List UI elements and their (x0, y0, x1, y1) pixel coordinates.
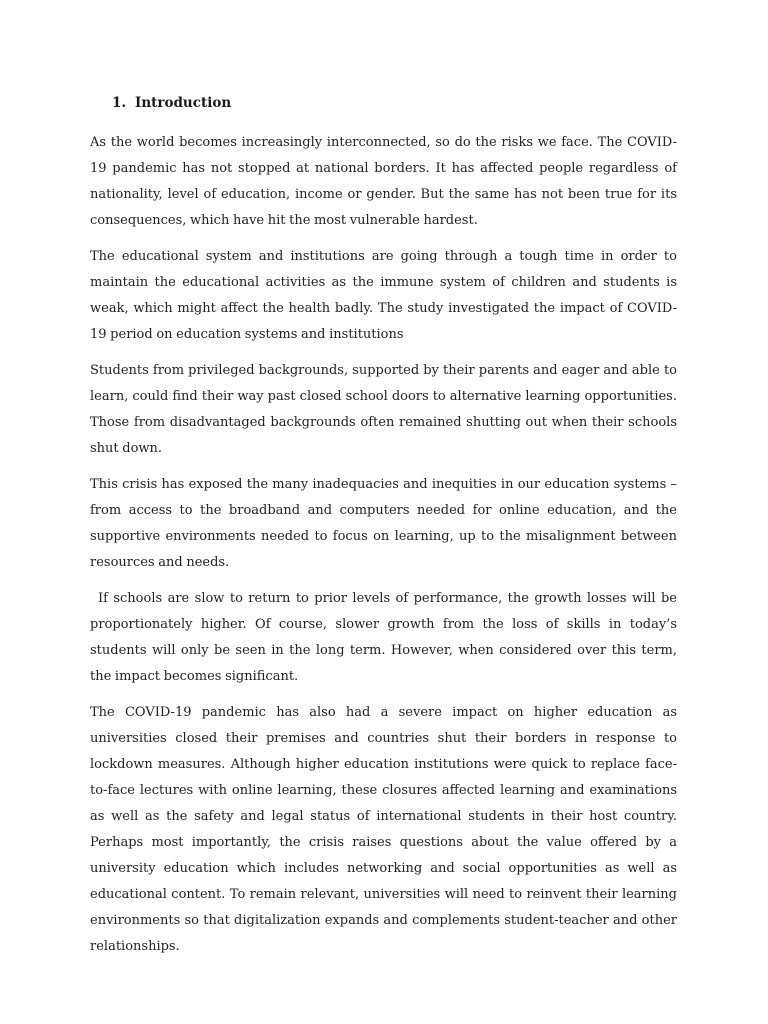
section-title: Introduction (135, 95, 232, 111)
paragraph-5: If schools are slow to return to prior levels of performance, the growth losses will be proportionately higher. Of course, slower growth from the loss of skills in today’s students will only be seen in the long term. However, when considered over this term, the impact becomes significant. (90, 591, 677, 684)
paragraph-1: As the world becomes increasingly interconnected, so do the risks we face. The COVID-19 pandemic has not stopped at national borders. It has affected people regardless of nationality, level of education, income or gender. But the same has not been true for its consequences, which have hit the most vulnerable hardest. (90, 135, 677, 228)
paragraph-2: The educational system and institutions are going through a tough time in order to maintain the educational activities as the immune system of children and students is weak, which might affect the health badly. The study investigated the impact of COVID-19 period on education systems and institutions (90, 249, 677, 342)
paragraph-4: This crisis has exposed the many inadequacies and inequities in our education systems – from access to the broadband and computers needed for online education, and the supportive environments needed to focus on learning, up to the misalignment between resources and needs. (90, 477, 677, 570)
paragraph-3: Students from privileged backgrounds, supported by their parents and eager and able to learn, could find their way past closed school doors to alternative learning opportunities. Those from disadvantaged backgrounds often remained shutting out when their schools shut down. (90, 363, 677, 456)
section-number: 1. (112, 95, 127, 111)
section-heading (112, 93, 231, 113)
paragraph-6: The COVID-19 pandemic has also had a severe impact on higher education as universities closed their premises and countries shut their borders in response to lockdown measures. Although higher education institutions were quick to replace face-to-face lectures with online learning, these closures affected learning and examinations as well as the safety and legal status of international students in their host country. Perhaps most importantly, the crisis raises questions about the value offered by a university education which includes networking and social opportunities as well as educational content. To remain relevant, universities will need to reinvent their learning environments so that digitalization expands and complements student-teacher and other relationships. (90, 705, 677, 954)
body-text (90, 130, 677, 970)
